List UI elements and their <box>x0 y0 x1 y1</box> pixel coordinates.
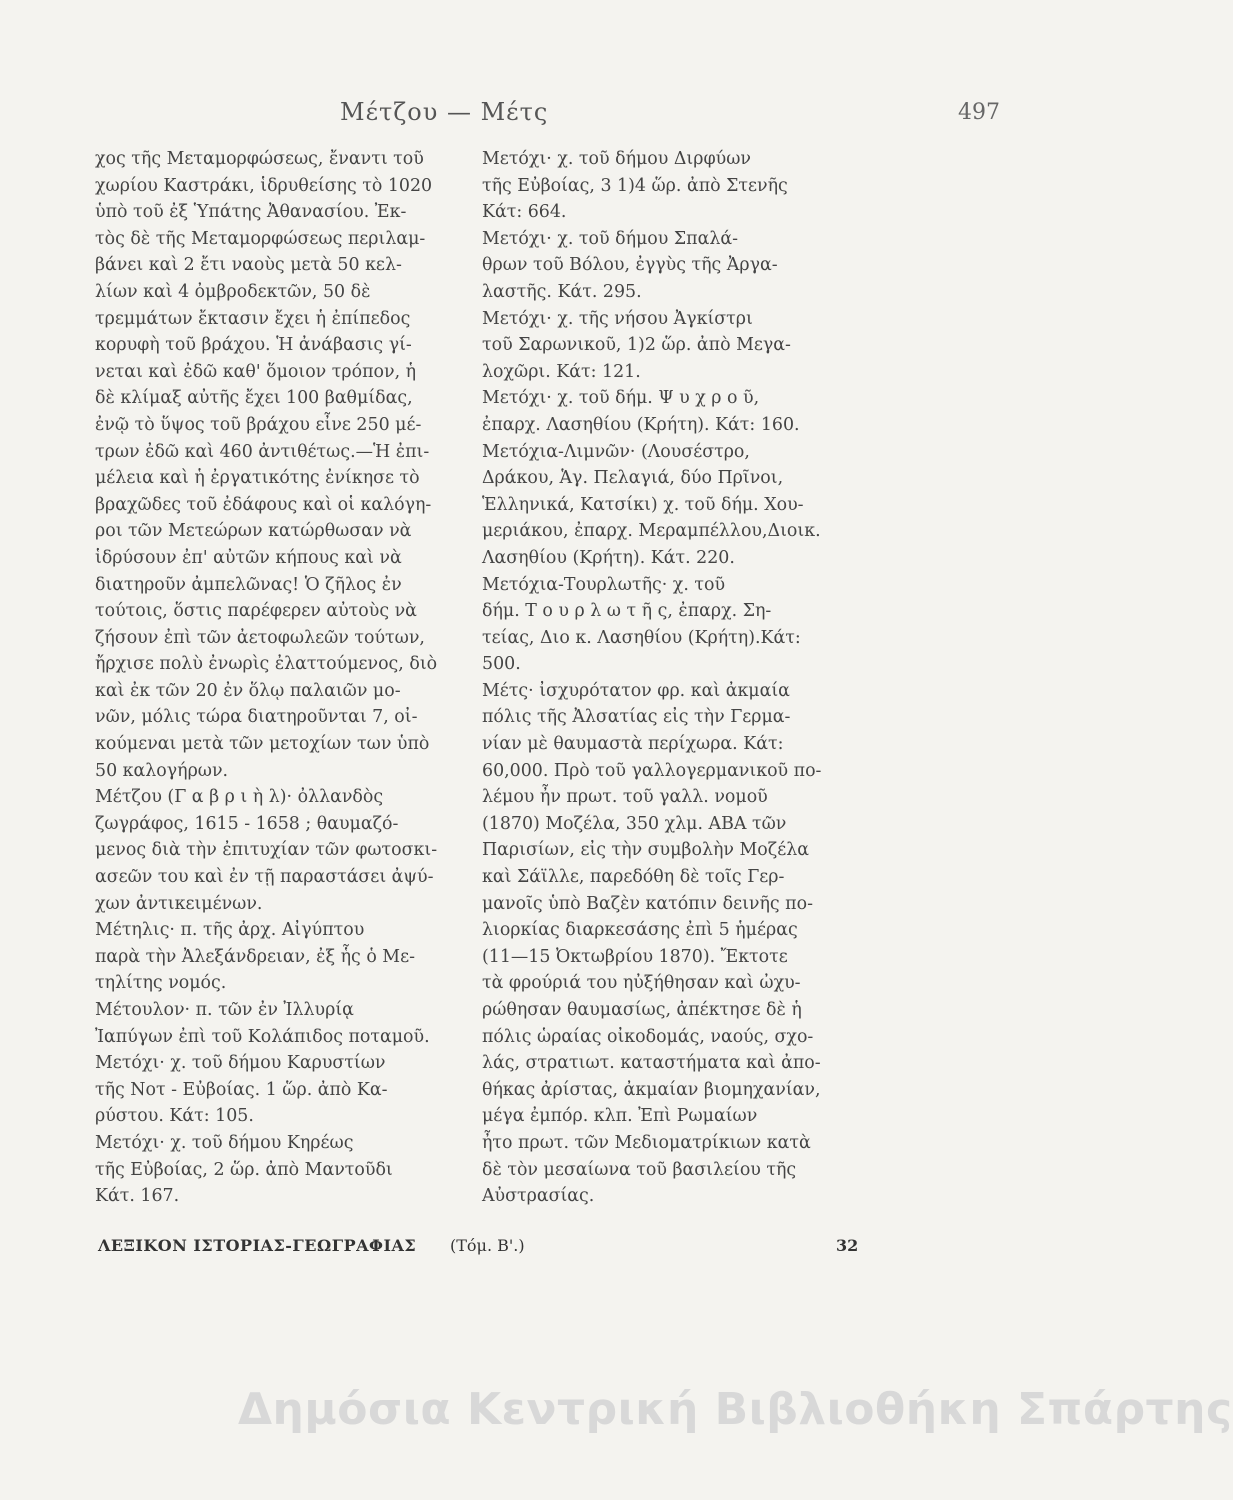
text-line: μενος διὰ τὴν ἐπιτυχίαν τῶν φωτοσκι- <box>95 840 438 861</box>
text-line: μέγα ἐμπόρ. κλπ. Ἐπὶ Ρωμαίων <box>482 1106 758 1127</box>
text-line: Μέτουλον· π. τῶν ἐν Ἰλλυρίᾳ <box>95 1000 354 1020</box>
text-line: 50 καλογήρων. <box>95 760 229 781</box>
text-line: καὶ ἐκ τῶν 20 ἐν ὅλῳ παλαιῶν μο- <box>95 680 401 701</box>
text-line: ζήσουν ἐπὶ τῶν ἀετοφωλεῶν τούτων, <box>95 627 425 648</box>
text-line: χος τῆς Μεταμορφώσεως, ἔναντι τοῦ <box>95 149 424 169</box>
text-line: θρων τοῦ Βόλου, ἐγγὺς τῆς Ἀργα- <box>482 255 778 276</box>
text-line: Μέτζου (Γ α β ρ ι ὴ λ)· ὀλλανδὸς <box>95 787 384 808</box>
text-line: Αὐστρασίας. <box>482 1186 595 1207</box>
library-watermark: Δημόσια Κεντρική Βιβλιοθήκη Σπάρτης <box>238 1384 1233 1435</box>
text-line: ἤρχισε πολὺ ἐνωρὶς ἐλαττούμενος, διὸ <box>95 654 438 675</box>
text-line: Μετόχι· χ. τοῦ δήμου Κηρέως <box>95 1132 354 1153</box>
text-line: ρύστου. Κάτ: 105. <box>95 1106 254 1127</box>
text-line: τρων ἐδῶ καὶ 460 ἀντιθέτως.—Ἡ ἐπι- <box>95 441 430 462</box>
text-line: τῆς Νοτ - Εὐβοίας. 1 ὥρ. ἀπὸ Κα- <box>95 1079 388 1100</box>
text-line: Μετόχι· χ. τοῦ δήμου Διρφύων <box>482 149 751 169</box>
running-head: Μέτζου — Μέτς <box>340 98 549 126</box>
text-line: τὰ φρούριά του ηὐξήθησαν καὶ ὠχυ- <box>482 973 801 994</box>
text-line: ὑπὸ τοῦ ἐξ Ὑπάτης Ἀθανασίου. Ἐκ- <box>95 202 407 223</box>
page-footer <box>98 1236 858 1264</box>
text-line: καὶ Σάϊλλε, παρεδόθη δὲ τοῖς Γερ- <box>482 867 785 888</box>
text-line: Κάτ: 664. <box>482 202 567 223</box>
text-line: ἱδρύσουν ἐπ' αὐτῶν κήπους καὶ νὰ <box>95 547 402 568</box>
text-line: Παρισίων, εἰς τὴν συμβολὴν Μοζέλα <box>482 840 809 861</box>
text-line: χωρίου Καστράκι, ἱδρυθείσης τὸ 1020 <box>95 175 433 196</box>
text-line: τὸς δὲ τῆς Μεταμορφώσεως περιλαμ- <box>95 228 426 249</box>
text-line: Μετόχι· χ. τοῦ δήμου Καρυστίων <box>95 1053 386 1074</box>
text-line: τῆς Εὐβοίας, 3 1)4 ὥρ. ἀπὸ Στενῆς <box>482 175 788 196</box>
text-line: νίαν μὲ θαυμαστὰ περίχωρα. Κάτ: <box>482 734 784 755</box>
text-line: λέμου ἦν πρωτ. τοῦ γαλλ. νομοῦ <box>482 787 768 808</box>
text-line: Μέτηλις· π. τῆς ἀρχ. Αἰγύπτου <box>95 920 365 941</box>
text-line: ζωγράφος, 1615 - 1658 ; θαυμαζό- <box>95 813 399 834</box>
right-column <box>482 146 856 1210</box>
left-column <box>95 146 447 1210</box>
text-line: θήκας ἀρίστας, ἀκμαίαν βιομηχανίαν, <box>482 1079 821 1100</box>
text-line: Μετόχι· χ. τοῦ δήμου Σπαλά- <box>482 228 738 249</box>
text-line: 500. <box>482 654 521 675</box>
text-line: δὲ κλίμαξ αὐτῆς ἔχει 100 βαθμίδας, <box>95 388 413 409</box>
text-line: ροι τῶν Μετεώρων κατώρθωσαν νὰ <box>95 521 412 542</box>
text-line: μέλεια καὶ ἡ ἐργατικότης ἐνίκησε τὸ <box>95 468 420 489</box>
text-line: Κάτ. 167. <box>95 1186 180 1207</box>
text-line: Ἑλληνικά, Κατσίκι) χ. τοῦ δήμ. Χου- <box>482 494 804 515</box>
text-line: κορυφὴ τοῦ βράχου. Ἡ ἀνάβασις γί- <box>95 335 412 356</box>
text-line: Δράκου, Ἁγ. Πελαγιά, δύο Πρῖνοι, <box>482 468 784 489</box>
page-number: 497 <box>958 100 1000 125</box>
text-line: τείας, Διο κ. Λασηθίου (Κρήτη).Κάτ: <box>482 627 801 648</box>
text-line: Μετόχι· χ. τοῦ δήμ. Ψ υ χ ρ ο ῦ, <box>482 388 760 409</box>
text-line: 60,000. Πρὸ τοῦ γαλλογερμανικοῦ πο- <box>482 760 822 781</box>
text-line: ἐνῷ τὸ ὕψος τοῦ βράχου εἶνε 250 μέ- <box>95 414 422 435</box>
text-line: βραχῶδες τοῦ ἐδάφους καὶ οἱ καλόγη- <box>95 494 432 515</box>
text-line: τούτοις, ὅστις παρέφερεν αὐτοὺς νὰ <box>95 601 417 622</box>
text-line: τῆς Εὐβοίας, 2 ὥρ. ἀπὸ Μαντοῦδι <box>95 1159 393 1180</box>
text-line: λαστῆς. Κάτ. 295. <box>482 281 642 302</box>
text-line: λάς, στρατιωτ. καταστήματα καὶ ἀπο- <box>482 1053 821 1074</box>
text-line: ρώθησαν θαυμασίως, ἀπέκτησε δὲ ἡ <box>482 1000 802 1020</box>
text-line: μεριάκου, ἐπαρχ. Μεραμπέλλου,Διοικ. <box>482 521 821 542</box>
text-line: Μετόχια-Τουρλωτῆς· χ. τοῦ <box>482 574 726 595</box>
text-line: νεται καὶ ἐδῶ καθ' ὅμοιον τρόπον, ἡ <box>95 361 417 382</box>
text-line: πόλις τῆς Ἀλσατίας εἰς τὴν Γερμα- <box>482 707 791 728</box>
text-line: βάνει καὶ 2 ἔτι ναοὺς μετὰ 50 κελ- <box>95 255 402 276</box>
page-header <box>0 98 1042 138</box>
text-line: μανοῖς ὑπὸ Βαζὲν κατόπιν δεινῆς πο- <box>482 893 813 914</box>
footer-title: ΛΕΞΙΚΟΝ ΙΣΤΟΡΙΑΣ-ΓΕΩΓΡΑΦΙΑΣ <box>98 1236 417 1255</box>
text-line: Μέτς· ἰσχυρότατον φρ. καὶ ἀκμαία <box>482 680 790 701</box>
text-line: Λασηθίου (Κρήτη). Κάτ. 220. <box>482 547 735 568</box>
text-line: διατηροῦν ἀμπελῶνας! Ὁ ζῆλος ἐν <box>95 574 402 595</box>
text-line: νῶν, μόλις τώρα διατηροῦνται 7, οἰ- <box>95 707 418 728</box>
text-line: παρὰ τὴν Ἀλεξάνδρειαν, ἐξ ἧς ὁ Με- <box>95 946 416 967</box>
text-line: κούμεναι μετὰ τῶν μετοχίων των ὑπὸ <box>95 734 430 755</box>
text-line: (11—15 Ὀκτωβρίου 1870). Ἔκτοτε <box>482 946 788 967</box>
text-line: λίων καὶ 4 ὀμβροδεκτῶν, 50 δὲ <box>95 281 371 302</box>
text-line: πόλις ὡραίας οἰκοδομάς, ναούς, σχο- <box>482 1026 814 1047</box>
text-line: (1870) Μοζέλα, 350 χλμ. ΑΒΑ τῶν <box>482 813 787 834</box>
text-line: ασεῶν του καὶ ἐν τῇ παραστάσει ἀψύ- <box>95 867 434 888</box>
text-line: δήμ. Τ ο υ ρ λ ω τ ῆ ς, ἐπαρχ. Ση- <box>482 601 772 622</box>
text-line: λοχῶρι. Κάτ: 121. <box>482 361 641 382</box>
text-line: τρεμμάτων ἔκτασιν ἔχει ἡ ἐπίπεδος <box>95 308 411 329</box>
text-line: δὲ τὸν μεσαίωνα τοῦ βασιλείου τῆς <box>482 1159 797 1180</box>
text-line: Μετόχι· χ. τῆς νήσου Ἀγκίστρι <box>482 308 753 329</box>
text-line: λιορκίας διαρκεσάσης ἐπὶ 5 ἡμέρας <box>482 920 798 941</box>
text-line: τηλίτης νομός. <box>95 973 227 994</box>
signature-mark: 32 <box>836 1236 859 1255</box>
text-line: Ἰαπύγων ἐπὶ τοῦ Κολάπιδος ποταμοῦ. <box>95 1026 430 1047</box>
footer-volume: (Τόμ. Β'.) <box>450 1236 525 1255</box>
text-line: Μετόχια-Λιμνῶν· (Λουσέστρο, <box>482 441 750 462</box>
text-line: χων ἀντικειμένων. <box>95 893 263 914</box>
text-line: ἐπαρχ. Λασηθίου (Κρήτη). Κάτ: 160. <box>482 414 800 435</box>
text-line: τοῦ Σαρωνικοῦ, 1)2 ὥρ. ἀπὸ Μεγα- <box>482 335 791 356</box>
text-line: ἦτο πρωτ. τῶν Μεδιοματρίκιων κατὰ <box>482 1132 811 1153</box>
